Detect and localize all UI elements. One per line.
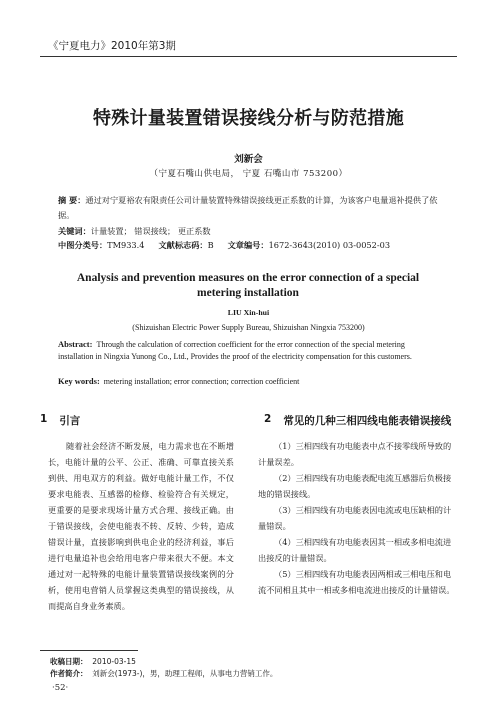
keywords-text: 计量装置； 错误接线； 更正系数 bbox=[90, 226, 211, 236]
author-name-en: LIU Xin-hui bbox=[227, 308, 270, 317]
list-item: （3）三相四线有功电能表因电流或电压缺相的计量错误。 bbox=[258, 505, 452, 531]
author-affiliation: （宁夏石嘴山供电局， 宁夏 石嘴山市 753200） bbox=[149, 169, 348, 179]
section-2-number: 2 bbox=[264, 413, 272, 425]
abstract-text: 通过对宁夏裕农有限责任公司计量装置特殊错误接线更正系数的计算，为该客户电量退补提供了依据。 bbox=[58, 195, 438, 220]
author-name: 刘新会 bbox=[234, 154, 263, 165]
clc-code: 中图分类号：TM933.4 bbox=[58, 240, 145, 250]
paper-title-en: Analysis and prevention measures on the error connection of a special metering installation bbox=[76, 272, 420, 299]
section-2-heading bbox=[264, 413, 451, 428]
footnote-divider bbox=[40, 650, 138, 651]
paper-title: 特殊计量装置错误接线分析与防范措施 bbox=[92, 108, 405, 129]
list-item: （1）三相四线有功电能表中点不接零线所导致的计量误差。 bbox=[258, 441, 452, 467]
keywords-label: 关键词： bbox=[58, 226, 91, 236]
abstract-en-text: Through the calculation of correction coefficient for the error connection of the special metering installation in Ningxia Yunong Co., Ltd., Provides the proof of the electricity compensation for this customers. bbox=[58, 340, 412, 361]
keywords-en bbox=[58, 376, 299, 386]
received-date: 收稿日期： 2010-03-15 bbox=[50, 657, 136, 666]
author-affiliation-en: (Shizuishan Electric Power Supply Bureau, Shizuishan Ningxia 753200) bbox=[132, 323, 365, 332]
author-bio: 作者简介： 刘新会(1973-)，男，助理工程师，从事电力营销工作。 bbox=[50, 669, 278, 678]
abstract-en bbox=[58, 339, 442, 362]
section-1-title: 引言 bbox=[59, 415, 81, 427]
section-1-heading bbox=[40, 413, 80, 428]
keywords-en-text: metering installation; error connection; correction coefficient bbox=[103, 377, 300, 386]
left-column bbox=[48, 438, 234, 614]
abstract-cn bbox=[58, 193, 442, 223]
header-divider bbox=[40, 56, 457, 57]
abstract-en-label: Abstract: bbox=[58, 339, 93, 349]
keywords-cn bbox=[58, 226, 211, 237]
classification-line bbox=[58, 240, 390, 251]
list-item: （4）三相四线有功电能表因其一相或多相电流进出接反的计量错误。 bbox=[258, 537, 452, 563]
list-item: （2）三相四线有功电能表配电流互感器后负极接地的错误接线。 bbox=[258, 473, 452, 499]
intro-paragraph: 随着社会经济不断发展，电力需求也在不断增长，电能计量的公平、公正、准确、可靠直接关系到供、用电双方的利益。做好电能计量工作，不仅要求电能表、互感器的检修、检验符合有关规定，更重要的是要求现场计量方式合理、接线正确。由于错误接线，会使电能表不转、反转、少转，造成错误计量，直接影响到供电企业的经济利益，事后进行电量追补也会给用电客户带来很大不便。本文通过对一起特殊的电能计量装置错误接线案例的分析，使用电营销人员掌握这类典型的错误接线，从而提高自身业务素质。 bbox=[48, 441, 234, 611]
section-1-number: 1 bbox=[40, 413, 48, 425]
section-2-title: 常见的几种三相四线电能表错误接线 bbox=[283, 415, 452, 427]
article-number: 文章编号：1672-3643(2010) 03-0052-03 bbox=[227, 240, 391, 250]
page-number: ·52· bbox=[52, 683, 69, 693]
document-code: 文献标志码：B bbox=[158, 240, 214, 250]
right-column bbox=[258, 438, 458, 598]
journal-header: 《宁夏电力》2010年第3期 bbox=[48, 40, 176, 52]
keywords-en-label: Key words: bbox=[58, 376, 100, 386]
list-item: （5）三相四线有功电能表因两相或三相电压和电流不同相且其中一相或多相电流进出接反的计量错误。 bbox=[258, 569, 455, 595]
abstract-label: 摘 要： bbox=[58, 195, 86, 205]
